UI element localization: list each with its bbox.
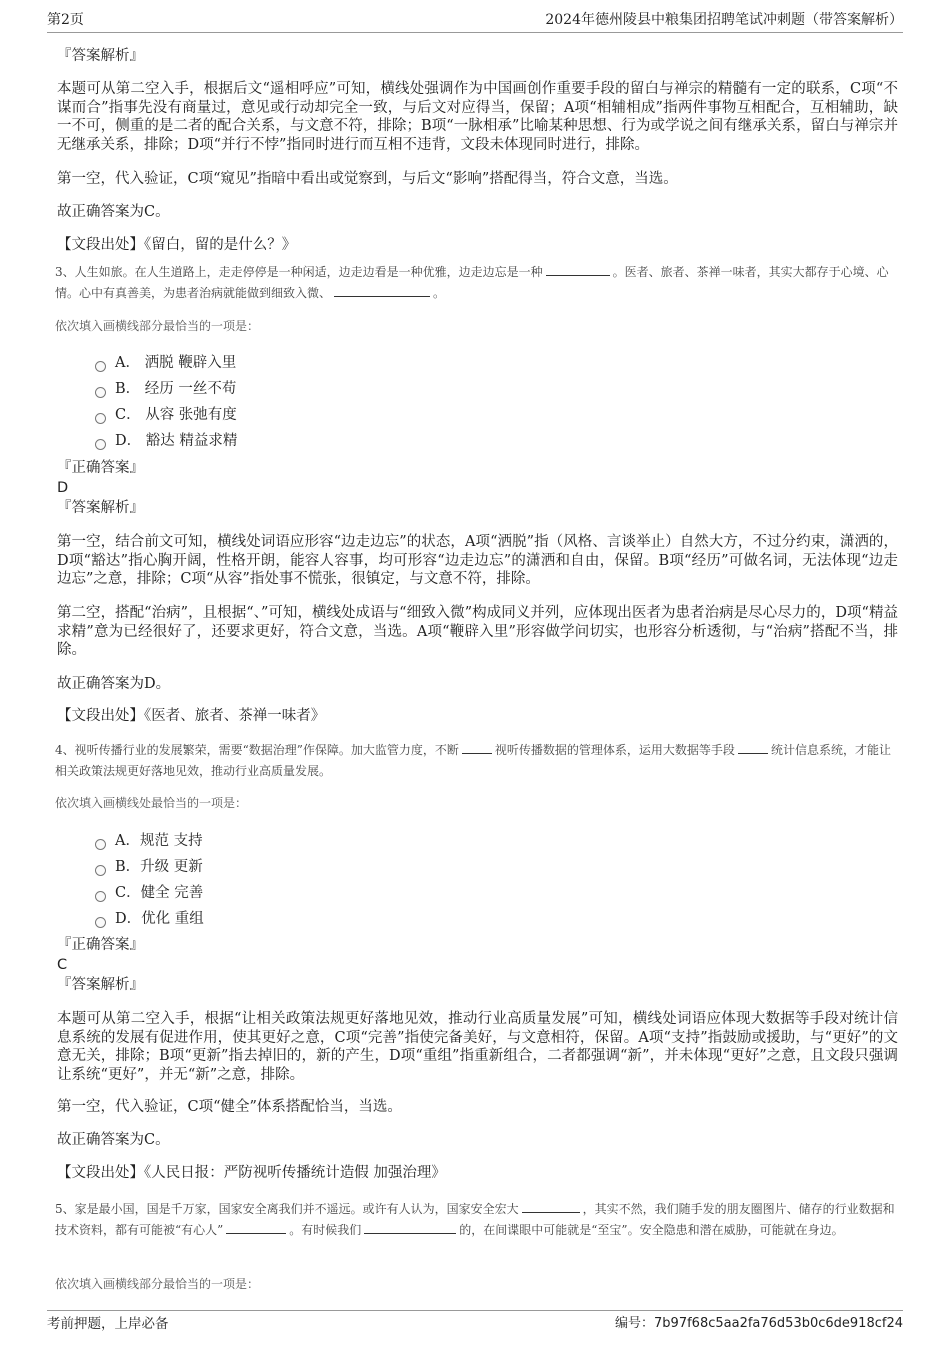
q3-answer bbox=[57, 458, 898, 518]
q4-analysis-p1 bbox=[57, 1010, 898, 1084]
q2-analysis-block bbox=[57, 46, 898, 66]
q2-analysis-p1 bbox=[57, 80, 898, 154]
question-prompt: 依次填入画横线处最恰当的一项是： bbox=[55, 796, 248, 810]
radio-button[interactable] bbox=[95, 917, 106, 928]
option-label: A．规范 支持 bbox=[115, 833, 203, 849]
document-code bbox=[615, 1313, 903, 1335]
analysis-paragraph: 第二空，搭配“治病”，且根据“、”可知，横线处成语与“细致入微”构成同义并列，应体现出医者为患者治病是尽心尽力的，D项“精益求精”意为已经很好了，还要求更好，符合文意，当选。A项“鞭辟入里”形容做学问切实，也形容分析透彻，与“治病”搭配不当，排除。 bbox=[57, 605, 898, 658]
option-b[interactable] bbox=[95, 854, 204, 880]
option-c[interactable] bbox=[95, 402, 237, 428]
question-text: 4、视听传播行业的发展繁荣，需要“数据治理”作保障。加大监管力度，不断 bbox=[55, 743, 459, 757]
question-text: 5、家是最小国，国是千万家，国家安全离我们并不遥远。或许有人认为，国家安全宏大 bbox=[55, 1202, 519, 1216]
question-text: 。有时候我们 bbox=[289, 1223, 362, 1237]
option-a[interactable] bbox=[95, 828, 204, 854]
correct-answer: C bbox=[57, 957, 68, 973]
radio-button[interactable] bbox=[95, 891, 106, 902]
option-label: C． 从容 张弛有度 bbox=[115, 407, 237, 423]
correct-answer-label: 『正确答案』 bbox=[57, 460, 144, 476]
q2-source bbox=[57, 235, 898, 255]
analysis-conclusion: 故正确答案为C。 bbox=[57, 204, 170, 220]
question-5-text bbox=[55, 1199, 898, 1241]
blank-line bbox=[738, 741, 768, 754]
analysis-paragraph: 第一空，代入验证，C项“窥见”指暗中看出或觉察到，与后文“影响”搭配得当，符合文意，当选。 bbox=[57, 171, 678, 187]
question-text: 。医者、旅者、茶禅一味者，其实大都存于心境、心情。心中有真善美，为患者治病就能做到细致入微、 bbox=[55, 265, 889, 300]
option-label: A． 洒脱 鞭辟入里 bbox=[115, 355, 237, 371]
question-text: 的，在间谍眼中可能就是“至宝”。安全隐患和潜在威胁，可能就在身边。 bbox=[459, 1223, 844, 1237]
q4-options bbox=[95, 828, 204, 932]
document-title: 2024年德州陵县中粮集团招聘笔试冲刺题（带答案解析） bbox=[545, 12, 903, 28]
analysis-label: 『答案解析』 bbox=[57, 500, 144, 516]
radio-button[interactable] bbox=[95, 361, 106, 372]
option-label: B．升级 更新 bbox=[115, 859, 203, 875]
passage-source: 【文段出处】《留白，留的是什么？》 bbox=[57, 237, 297, 253]
radio-button[interactable] bbox=[95, 865, 106, 876]
q4-analysis-p3 bbox=[57, 1131, 898, 1150]
option-label: B． 经历 一丝不苟 bbox=[115, 381, 237, 397]
code-label: 编号： bbox=[615, 1316, 655, 1331]
radio-button[interactable] bbox=[95, 839, 106, 850]
option-d[interactable] bbox=[95, 906, 204, 932]
correct-answer: D bbox=[57, 480, 69, 496]
question-text: 。 bbox=[433, 286, 446, 300]
q3-source bbox=[57, 706, 898, 726]
page-header bbox=[47, 8, 903, 33]
analysis-paragraph: 第一空，代入验证，C项“健全”体系搭配恰当，当选。 bbox=[57, 1099, 402, 1115]
option-b[interactable] bbox=[95, 376, 237, 402]
analysis-paragraph: 第一空，结合前文可知，横线处词语应形容“边走边忘”的状态，A项“洒脱”指（风格、言谈举止）自然大方，不过分约束，潇洒的，D项“豁达”指心胸开阔，性格开朗，能容人容事，均可形容“边走边忘”的潇洒和自由，保留。B项“经历”可做名词，无法体现“边走边忘”之意，排除；C项“从容”指处事不慌张，很镇定，与文意不符，排除。 bbox=[57, 534, 898, 587]
question-text: 统计信息系统，才能让相关政策法规更好落地见效，推动行业高质量发展。 bbox=[55, 743, 891, 778]
radio-button[interactable] bbox=[95, 413, 106, 424]
code-value: 7b97f68c5aa2fa76d53b0c6de918cf24 bbox=[654, 1316, 903, 1331]
footer-slogan: 考前押题，上岸必备 bbox=[47, 1316, 169, 1332]
question-text: 3、人生如旅。在人生道路上，走走停停是一种闲适，边走边看是一种优雅，边走边忘是一种 bbox=[55, 265, 543, 279]
correct-answer-label: 『正确答案』 bbox=[57, 937, 144, 953]
question-prompt: 依次填入画横线部分最恰当的一项是： bbox=[55, 1277, 260, 1291]
blank-line bbox=[226, 1221, 286, 1234]
option-label: C．健全 完善 bbox=[115, 885, 204, 901]
q4-answer bbox=[57, 935, 898, 995]
option-d[interactable] bbox=[95, 428, 237, 454]
page-number: 第2页 bbox=[47, 12, 84, 28]
analysis-paragraph: 本题可从第二空入手，根据后文“遥相呼应”可知，横线处强调作为中国画创作重要手段的留白与禅宗的精髓有一定的联系，C项“不谋而合”指事先没有商量过，意见或行动却完全一致，与后文对应得当，保留；A项“相辅相成”指两件事物互相配合，互相辅助，缺一不可，侧重的是二者的配合关系，与文意不符，排除；B项“一脉相承”比喻某种思想、行为或学说之间有继承关系，留白与禅宗并无继承关系，排除；D项“并行不悖”指同时进行而互相不违背，文段未体现同时进行，排除。 bbox=[57, 81, 898, 153]
q3-analysis-p1 bbox=[57, 533, 898, 589]
q2-analysis-p3 bbox=[57, 203, 898, 222]
radio-button[interactable] bbox=[95, 439, 106, 450]
q4-analysis-p2 bbox=[57, 1098, 898, 1117]
radio-button[interactable] bbox=[95, 387, 106, 398]
analysis-conclusion: 故正确答案为D。 bbox=[57, 676, 171, 692]
question-3-text bbox=[55, 262, 898, 304]
page-footer bbox=[47, 1310, 903, 1339]
passage-source: 【文段出处】《人民日报：严防视听传播统计造假 加强治理》 bbox=[57, 1165, 446, 1181]
passage-source: 【文段出处】《医者、旅者、茶禅一味者》 bbox=[57, 708, 326, 724]
q3-analysis-p2 bbox=[57, 604, 898, 660]
q3-analysis-p3 bbox=[57, 675, 898, 694]
blank-line bbox=[522, 1200, 580, 1213]
option-c[interactable] bbox=[95, 880, 204, 906]
analysis-conclusion: 故正确答案为C。 bbox=[57, 1132, 170, 1148]
q2-analysis-p2 bbox=[57, 170, 898, 189]
analysis-paragraph: 本题可从第二空入手，根据“让相关政策法规更好落地见效，推动行业高质量发展”可知，横线处词语应体现大数据等手段对统计信息系统的发展有促进作用，使其更好之意，C项“完善”指使完备美好，与文意相符，保留。A项“支持”指鼓励或援助，与“更好”的文意无关，排除；B项“更新”指去掉旧的，新的产生，D项“重组”指重新组合，二者都强调“新”，并未体现“更好”之意，且文段只强调让系统“更好”，并无“新”之意，排除。 bbox=[57, 1011, 898, 1083]
analysis-label: 『答案解析』 bbox=[57, 977, 144, 993]
option-label: D．优化 重组 bbox=[115, 911, 204, 927]
analysis-label: 『答案解析』 bbox=[57, 48, 144, 64]
question-text: 视听传播数据的管理体系，运用大数据等手段 bbox=[494, 743, 735, 757]
q4-source bbox=[57, 1163, 898, 1183]
question-text: ，其实不然，我们随手发的朋友圈图片、储存的行业数据和技术资料，都有可能被“有心人” bbox=[55, 1202, 895, 1237]
blank-line bbox=[546, 263, 610, 276]
option-label: D． 豁达 精益求精 bbox=[115, 433, 238, 449]
blank-line bbox=[364, 1221, 456, 1234]
blank-line bbox=[334, 284, 430, 297]
question-4-text bbox=[55, 740, 898, 782]
blank-line bbox=[462, 741, 492, 754]
option-a[interactable] bbox=[95, 350, 237, 376]
question-prompt: 依次填入画横线部分最恰当的一项是： bbox=[55, 319, 260, 333]
q3-options bbox=[95, 350, 237, 454]
